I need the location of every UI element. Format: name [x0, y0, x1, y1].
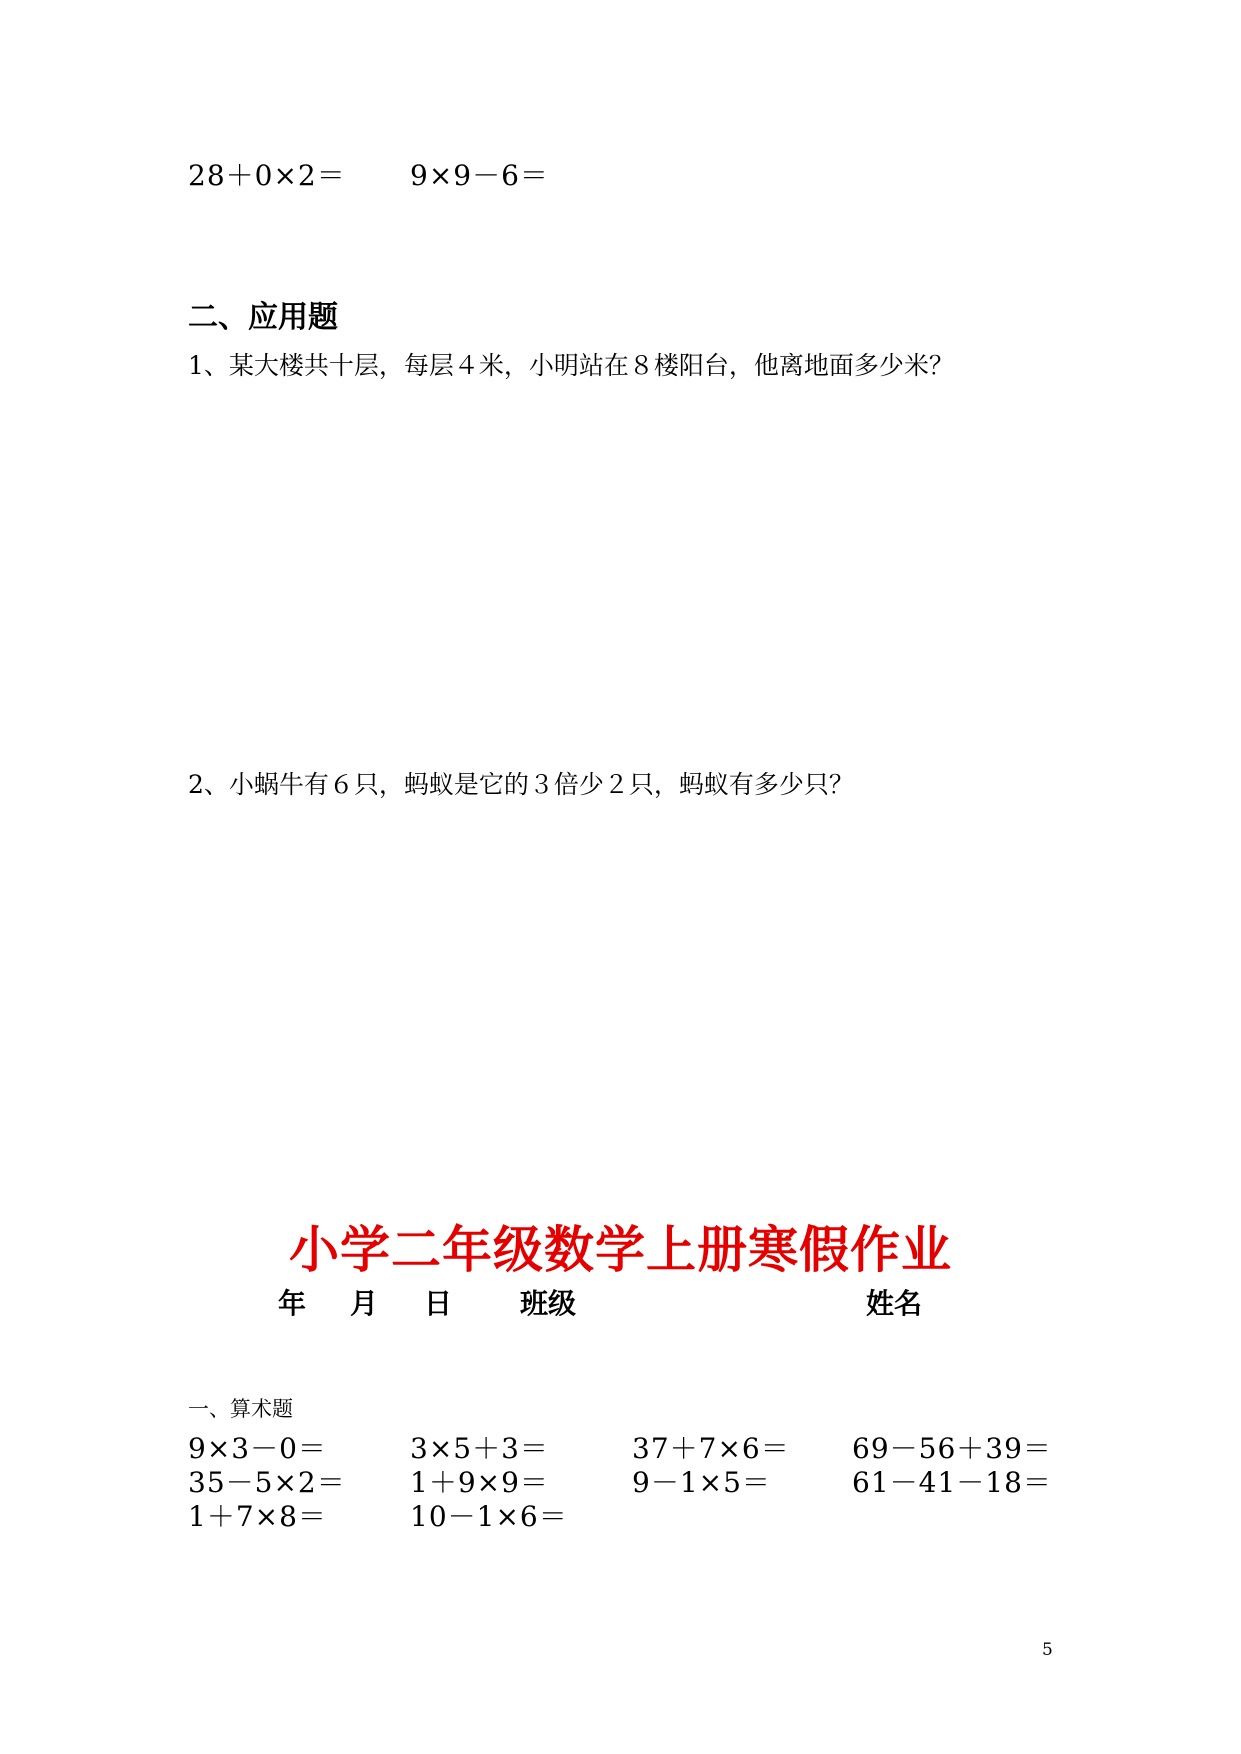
arithmetic-item: 1＋7×8＝ [188, 1500, 327, 1533]
month-label: 月 [350, 1287, 379, 1320]
arithmetic-item: 37＋7×6＝ [632, 1432, 790, 1465]
arithmetic-item: 61－41－18＝ [852, 1466, 1052, 1499]
arithmetic-item: 9×3－0＝ [188, 1432, 327, 1465]
arithmetic-item: 3×5＋3＝ [410, 1432, 549, 1465]
expression: 28＋0×2＝ [188, 159, 346, 192]
arithmetic-item: 9－1×5＝ [632, 1466, 771, 1499]
class-label: 班级 [520, 1287, 577, 1320]
name-label: 姓名 [866, 1287, 923, 1320]
arithmetic-item: 1＋9×9＝ [410, 1466, 549, 1499]
worksheet-title: 小学二年级数学上册寒假作业 [289, 1221, 952, 1279]
word-problem-2: 2、小蜗牛有６只，蚂蚁是它的３倍少２只，蚂蚁有多少只？ [188, 770, 854, 799]
expression: 9×9－6＝ [410, 159, 549, 192]
page-number: 5 [1042, 1640, 1053, 1660]
arithmetic-item: 35－5×2＝ [188, 1466, 346, 1499]
section-heading-arithmetic: 一、算术题 [188, 1397, 293, 1421]
day-label: 日 [424, 1287, 453, 1320]
arithmetic-item: 69－56＋39＝ [852, 1432, 1052, 1465]
word-problem-1: 1、某大楼共十层，每层４米，小明站在８楼阳台，他离地面多少米？ [188, 351, 954, 380]
section-heading-applied: 二、应用题 [188, 300, 338, 335]
year-label: 年 [278, 1287, 307, 1320]
arithmetic-item: 10－1×6＝ [410, 1500, 568, 1533]
